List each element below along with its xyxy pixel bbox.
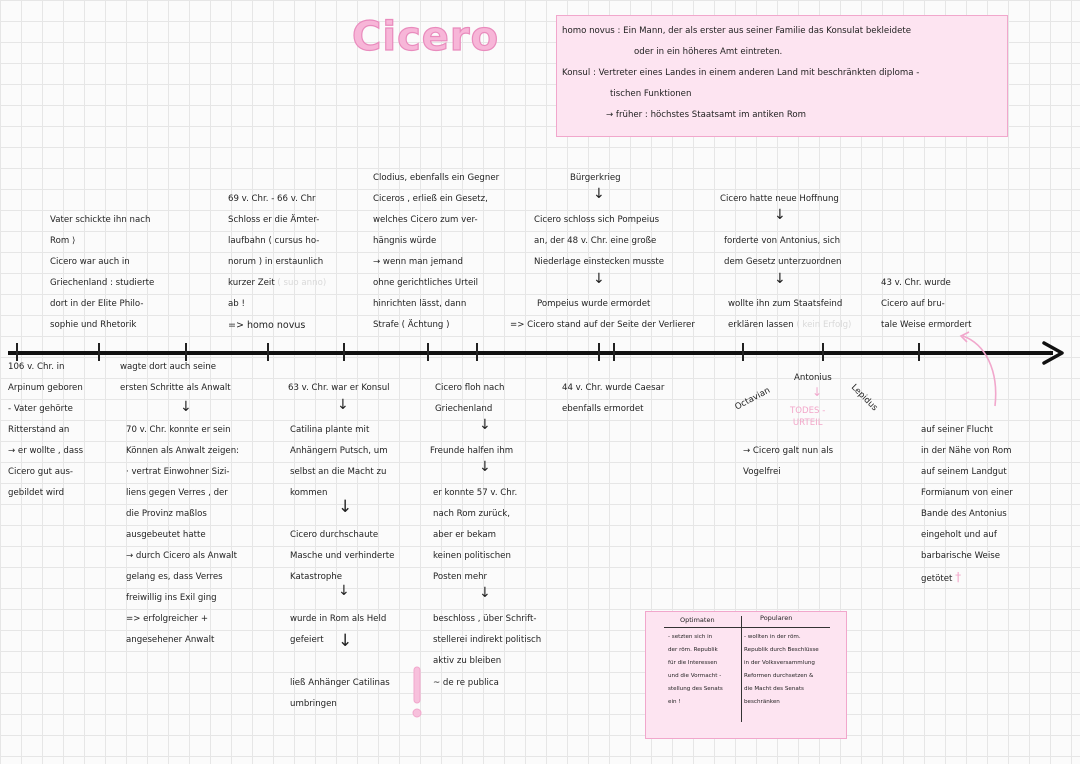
note-cursus-honorum: 69 v. Chr. - 66 v. Chr Schloss er die Ämter- laufbahn ( cursus ho- norum ) in erstaunlich kurzer Zeit ( suo anno) ab ! => homo novus: [228, 194, 327, 331]
note-schriftstellerei: beschloss , über Schrift- stellerei indirekt politisch aktiv zu bleiben: [433, 614, 542, 666]
note-flucht: auf seiner Flucht in der Nähe von Rom auf seinem Landgut Formianum von einer Bande des Antonius eingeholt und auf barbarische Weise getötet †: [921, 425, 1013, 584]
note-staatsfeind: wollte ihn zum Staatsfeind erklären lassen ( kein Erfolg): [728, 299, 852, 330]
exclamation-icon: [410, 665, 424, 721]
note-clodius: Clodius, ebenfalls ein Gegner Ciceros , erließ ein Gesetz, welches Cicero zum ver- hängnis würde → wenn man jemand ohne gerichtliches Urteil hinrichten lässt, dann Strafe ( Ächtung ): [373, 173, 500, 330]
tick: [598, 343, 600, 361]
label-antonius: Antonius: [794, 373, 832, 383]
def-konsul-rom: → früher : höchstes Staatsamt im antiken Rom: [606, 110, 807, 120]
label-todesurteil: TODES - URTEIL: [790, 406, 826, 428]
down-arrow-icon: ↓: [774, 207, 786, 223]
note-pompeius: Cicero schloss sich Pompeius an, der 48 v. Chr. eine große Niederlage einstecken musste: [534, 215, 665, 267]
note-pompeius-ermordet: Pompeius wurde ermordet: [537, 299, 651, 309]
note-antonius-gesetz: forderte von Antonius, sich dem Gesetz unterzuordnen: [724, 236, 842, 267]
def-homo-novus-cont: oder in ein höheres Amt eintreten.: [634, 47, 783, 57]
table-head-optimaten: Optimaten: [680, 616, 715, 624]
down-arrow-icon: ↓: [180, 399, 192, 415]
timeline-axis: [8, 351, 1053, 355]
tick: [427, 343, 429, 361]
note-verres: 70 v. Chr. konnte er sein Können als Anwalt zeigen: · vertrat Einwohner Sizi- liens gegen Verres , der die Provinz maßlos ausgebeutet hatte → durch Cicero als Anwalt gelang es, dass Verres freiwillig ins Exil ging => erfolgreicher + angesehener Anwalt: [126, 425, 240, 645]
table-divider-vertical: [741, 616, 742, 722]
note-buergerkrieg: Bürgerkrieg: [570, 173, 621, 183]
note-zurueck: er konnte 57 v. Chr. nach Rom zurück, aber er bekam keinen politischen Posten mehr: [433, 488, 518, 582]
note-anhaenger: ließ Anhänger Catilinas umbringen: [290, 678, 390, 709]
tick: [98, 343, 100, 361]
pink-arrow-icon: ↓: [812, 385, 823, 399]
down-arrow-icon: ↓: [479, 585, 491, 601]
table-col-optimaten: - setzten sich in der röm. Republik für die Interessen und die Vormacht - stellung des Senats ein !: [668, 634, 723, 705]
down-arrow-icon: ↓: [338, 631, 353, 651]
note-geboren: 106 v. Chr. in Arpinum geboren - Vater gehörte Ritterstand an → er wollte , dass Cicero gut aus- gebildet wird: [8, 362, 84, 498]
curved-arrow-icon: [955, 330, 1005, 410]
note-caesar: 44 v. Chr. wurde Caesar ebenfalls ermordet: [562, 383, 665, 414]
down-arrow-icon: ↓: [337, 397, 349, 413]
tick: [343, 343, 345, 361]
note-held: wurde in Rom als Held gefeiert: [290, 614, 387, 645]
tick: [918, 343, 920, 361]
note-floh: Cicero floh nach Griechenland: [435, 383, 505, 414]
down-arrow-icon: ↓: [774, 271, 786, 287]
down-arrow-icon: ↓: [338, 583, 350, 599]
note-ermordet: 43 v. Chr. wurde Cicero auf bru- tale Weise ermordert: [881, 278, 972, 330]
def-konsul: Konsul : Vertreter eines Landes in einem anderen Land mit beschränkten diploma -: [562, 68, 920, 78]
note-freunde: Freunde halfen ihm: [430, 446, 514, 456]
note-hoffnung: Cicero hatte neue Hoffnung: [720, 194, 839, 204]
tick: [476, 343, 478, 361]
note-de-re-publica: ~ de re publica: [433, 678, 499, 688]
tick: [742, 343, 744, 361]
note-anwalt: wagte dort auch seine ersten Schritte als Anwalt: [120, 362, 231, 393]
note-durchschaute: Cicero durchschaute Masche und verhinderte Katastrophe: [290, 530, 395, 582]
tick: [822, 343, 824, 361]
label-octavian: Octavian: [733, 385, 772, 413]
note-vater: Vater schickte ihn nach Rom ⟩ Cicero war auch in Griechenland : studierte dort in der Elite Philo- sophie und Rhetorik: [50, 215, 155, 330]
note-verlierer: => Cicero stand auf der Seite der Verlierer: [510, 320, 695, 330]
table-col-popularen: - wollten in der röm. Republik durch Beschlüsse in der Volksversammlung Reformen durchsetzen & die Macht des Senats beschränken: [744, 634, 819, 705]
def-homo-novus: homo novus : Ein Mann, der als erster aus seiner Familie das Konsulat bekleidete: [562, 26, 912, 36]
tick: [613, 343, 615, 361]
cross-icon: †: [955, 570, 962, 584]
note-konsul: 63 v. Chr. war er Konsul: [288, 383, 390, 393]
arrow-head-icon: [1040, 340, 1066, 366]
down-arrow-icon: ↓: [593, 186, 605, 202]
page-title: Cicero: [352, 14, 500, 60]
down-arrow-icon: ↓: [338, 497, 353, 517]
note-vogelfrei: → Cicero galt nun als Vogelfrei: [743, 446, 834, 477]
table-divider-horizontal: [664, 627, 830, 628]
down-arrow-icon: ↓: [479, 417, 491, 433]
label-lepidus: Lepidus: [848, 382, 880, 414]
table-head-popularen: Popularen: [760, 614, 793, 622]
down-arrow-icon: ↓: [593, 271, 605, 287]
def-konsul-cont: tischen Funktionen: [610, 89, 692, 99]
tick: [267, 343, 269, 361]
note-catilina: Catilina plante mit Anhängern Putsch, um selbst an die Macht zu kommen: [290, 425, 388, 498]
down-arrow-icon: ↓: [479, 459, 491, 475]
